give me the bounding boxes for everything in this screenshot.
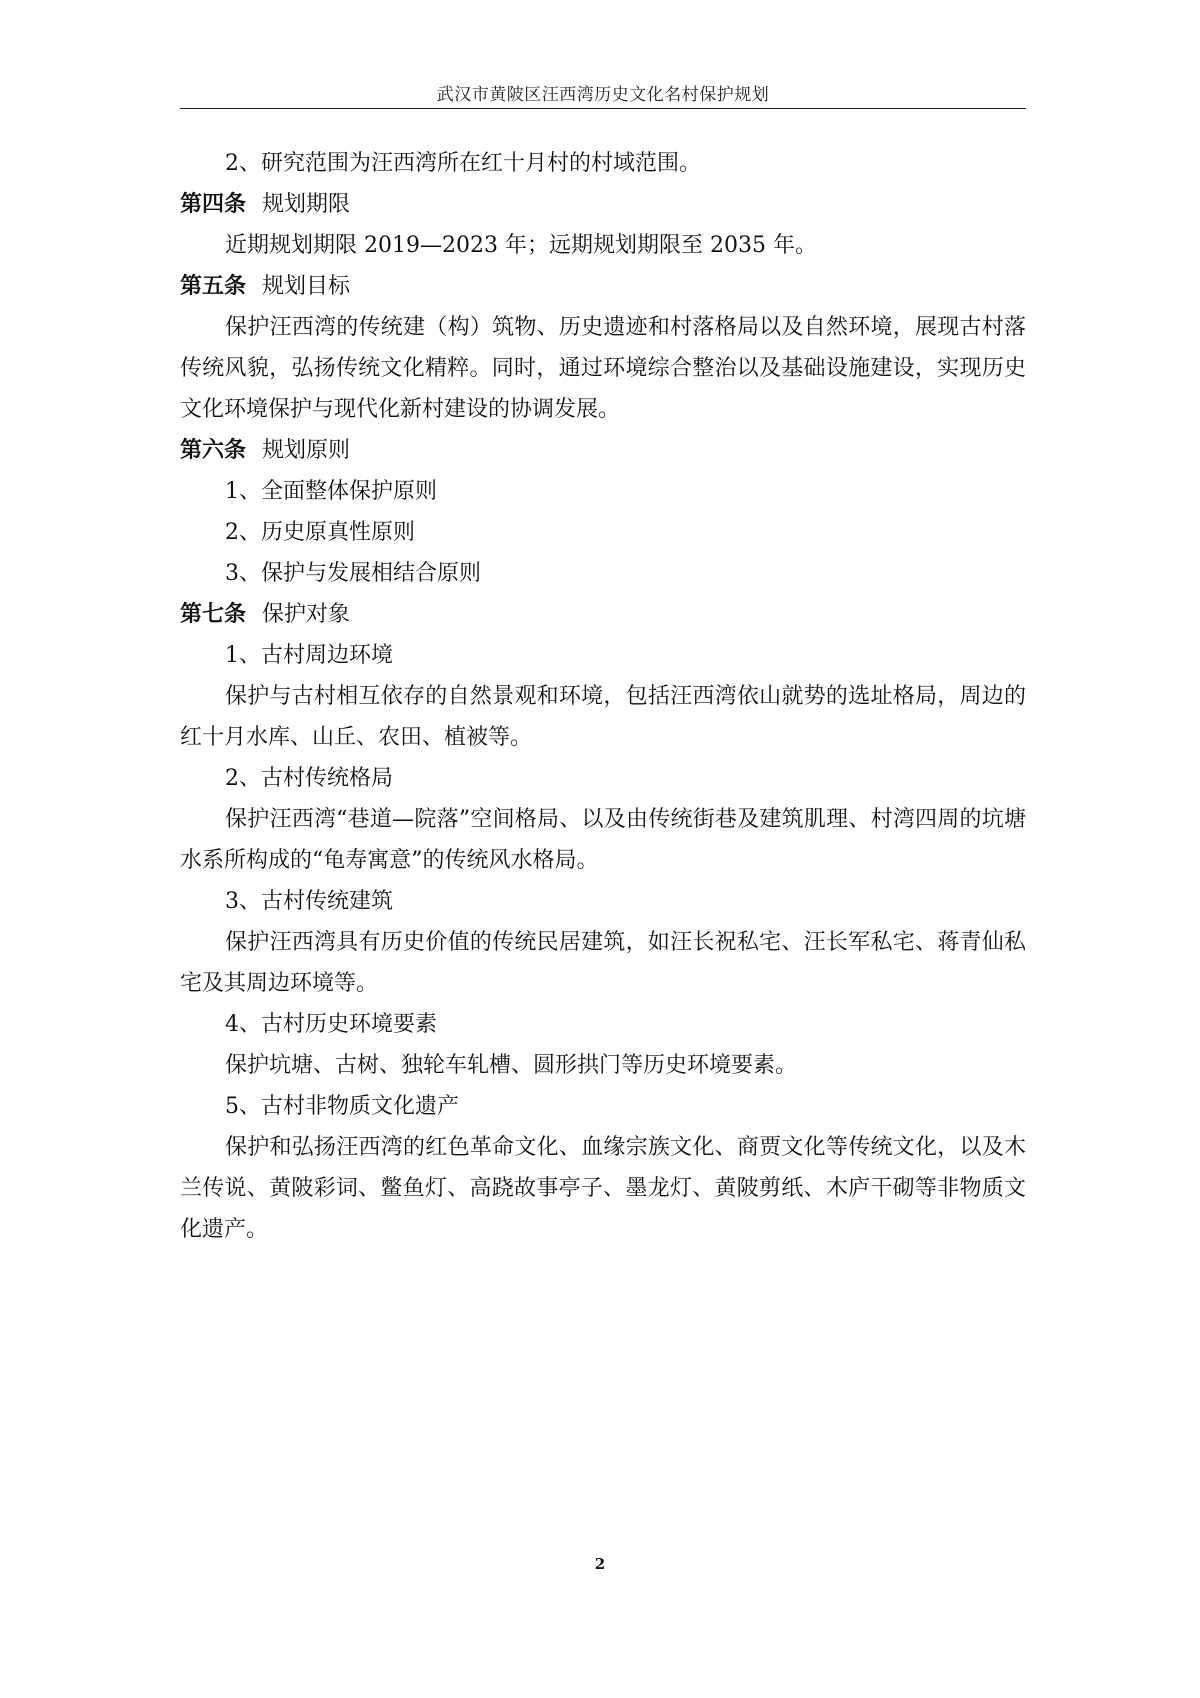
- list-item: 3、保护与发展相结合原则: [225, 561, 481, 586]
- article-title: 保护对象: [262, 602, 351, 627]
- list-item: 2、历史原真性原则: [225, 520, 415, 545]
- page-number: 2: [594, 1555, 606, 1573]
- article-7-heading: [180, 594, 1026, 635]
- section-heading: 2、古村传统格局: [225, 766, 393, 791]
- article-title: 规划目标: [262, 274, 351, 299]
- header-divider: [180, 108, 1026, 109]
- section-heading: 3、古村传统建筑: [225, 889, 393, 914]
- section-text: 保护坑塘、古树、独轮车轧槽、圆形拱门等历史环境要素。: [225, 1053, 798, 1078]
- article-6-heading: [180, 430, 1026, 471]
- section-text: 保护和弘扬汪西湾的红色革命文化、血缘宗族文化、商贾文化等传统文化，以及木兰传说、黄陂彩词、鳖鱼灯、高跷故事亭子、墨龙灯、黄陂剪纸、木庐干砌等非物质文化遗产。: [180, 1135, 1026, 1242]
- section-heading: 4、古村历史环境要素: [225, 1012, 437, 1037]
- section-heading: 1、古村周边环境: [225, 643, 393, 668]
- section-text: 保护汪西湾“巷道—院落”空间格局、以及由传统街巷及建筑肌理、村湾四周的坑塘水系所构成的“龟寿寓意”的传统风水格局。: [180, 807, 1026, 873]
- section-text: 保护汪西湾具有历史价值的传统民居建筑，如汪长祝私宅、汪长军私宅、蒋青仙私宅及其周边环境等。: [180, 930, 1026, 996]
- article-label: 第六条: [180, 438, 247, 463]
- article-4-heading: [180, 184, 1026, 225]
- list-item: 1、全面整体保护原则: [225, 479, 437, 504]
- article-5-heading: [180, 266, 1026, 307]
- article-label: 第五条: [180, 274, 247, 299]
- article-5-text: 保护汪西湾的传统建（构）筑物、历史遗迹和村落格局以及自然环境，展现古村落传统风貌，弘扬传统文化精粹。同时，通过环境综合整治以及基础设施建设，实现历史文化环境保护与现代化新村建设的协调发展。: [180, 315, 1026, 422]
- article-title: 规划原则: [262, 438, 351, 463]
- article-label: 第七条: [180, 602, 247, 627]
- list-item: 2、研究范围为汪西湾所在红十月村的村域范围。: [225, 151, 701, 176]
- article-label: 第四条: [180, 192, 247, 217]
- article-4-text: 近期规划期限 2019—2023 年；远期规划期限至 2035 年。: [225, 233, 817, 258]
- document-body: [180, 143, 1026, 1250]
- page-header-title: 武汉市黄陂区汪西湾历史文化名村保护规划: [436, 85, 770, 105]
- section-text: 保护与古村相互依存的自然景观和环境，包括汪西湾依山就势的选址格局，周边的红十月水库、山丘、农田、植被等。: [180, 684, 1026, 750]
- article-title: 规划期限: [262, 192, 351, 217]
- section-heading: 5、古村非物质文化遗产: [225, 1094, 459, 1119]
